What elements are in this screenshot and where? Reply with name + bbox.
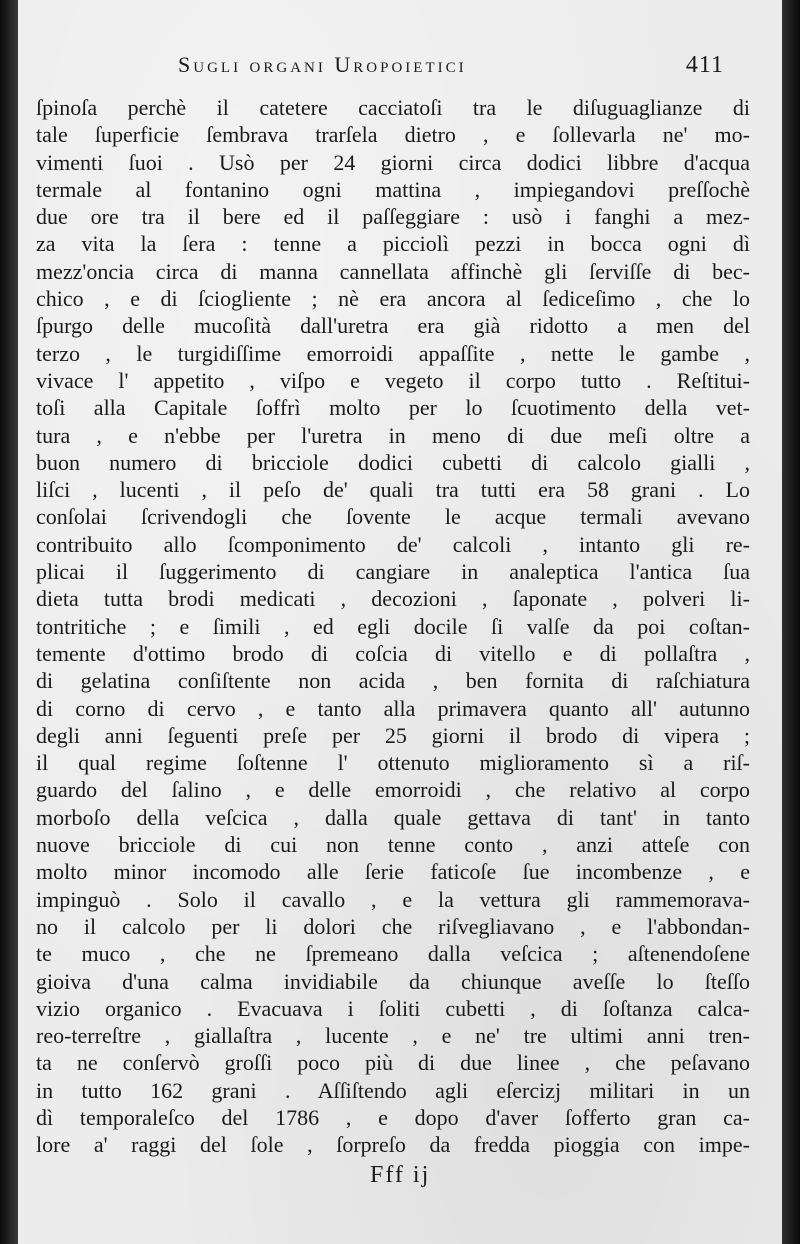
text-line: due ore tra il bere ed il paſſeggiare : usò i fanghi a mez- — [36, 204, 750, 230]
text-line: termale al fontanino ogni mattina , impiegandovi preſſochè — [36, 176, 750, 202]
text-line: morboſo della veſcica , dalla quale gettava di tant' in tanto — [36, 804, 750, 830]
text-line: guardo del ſalino , e delle emorroidi , che relativo al corpo — [36, 777, 750, 803]
text-line: conſolai ſcrivendogli che ſovente le acque termali avevano — [36, 504, 750, 530]
scan-border-right — [782, 0, 800, 1244]
running-title: Sugli organi Uropoietici — [178, 52, 467, 77]
text-line: di gelatina conſiſtente non acida , ben fornita di raſchiatura — [36, 668, 750, 694]
text-line: impinguò . Solo il cavallo , e la vettura gli rammemorava- — [36, 886, 750, 912]
text-line: ta ne conſervò groſſi poco più di due linee , che peſavano — [36, 1050, 750, 1076]
text-line: gioiva d'una calma invidiabile da chiunque aveſſe lo ſteſſo — [36, 968, 750, 994]
page-header — [38, 48, 738, 88]
text-line: vivace l' appetito , viſpo e vegeto il corpo tutto . Reſtitui- — [36, 367, 750, 393]
book-page — [18, 0, 782, 1244]
text-line: contribuito allo ſcomponimento de' calcoli , intanto gli re- — [36, 531, 750, 557]
text-line: temente d'ottimo brodo di coſcia di vitello e di pollaſtra , — [36, 640, 750, 666]
text-line: tura , e n'ebbe per l'uretra in meno di due meſi oltre a — [36, 422, 750, 448]
text-line: il qual regime ſoſtenne l' ottenuto miglioramento sì a riſ- — [36, 750, 750, 776]
text-line: dieta tutta brodi medicati , decozioni , ſaponate , polveri li- — [36, 586, 750, 612]
signature-mark: Fff ij — [370, 1162, 431, 1188]
text-line: no il calcolo per li dolori che riſvegliavano , e l'abbondan- — [36, 913, 750, 939]
text-line: terzo , le turgidiſſime emorroidi appaſſite , nette le gambe , — [36, 340, 750, 366]
text-line: buon numero di bricciole dodici cubetti di calcolo gialli , — [36, 449, 750, 475]
text-line: nuove bricciole di cui non tenne conto , anzi atteſe con — [36, 832, 750, 858]
text-line: te muco , che ne ſpremeano dalla veſcica ; aſtenendoſene — [36, 941, 750, 967]
text-line: plicai il ſuggerimento di cangiare in analeptica l'antica ſua — [36, 559, 750, 585]
text-line: mezz'oncia circa di manna cannellata affinchè gli ſerviſſe di bec- — [36, 258, 750, 284]
text-line: degli anni ſeguenti preſe per 25 giorni il brodo di vipera ; — [36, 722, 750, 748]
text-line: ſpinoſa perchè il catetere cacciatoſi tra le diſuguaglianze di — [36, 95, 750, 120]
text-line: tontritiche ; e ſimili , ed egli docile ſi valſe da poi coſtan- — [36, 613, 750, 639]
scan-border-left — [0, 0, 18, 1244]
text-line: reo-terreſtre , giallaſtra , lucente , e ne' tre ultimi anni tren- — [36, 1023, 750, 1049]
text-line: vizio organico . Evacuava i ſoliti cubetti , di ſoſtanza calca- — [36, 995, 750, 1021]
text-line: tale ſuperficie ſembrava trarſela dietro , e ſollevarla ne' mo- — [36, 122, 750, 148]
text-line: liſci , lucenti , il peſo de' quali tra tutti era 58 grani . Lo — [36, 477, 750, 503]
text-line: di corno di cervo , e tanto alla primavera quanto all' autunno — [36, 695, 750, 721]
body-text — [36, 94, 750, 1159]
text-line: dì temporaleſco del 1786 , e dopo d'aver ſofferto gran ca- — [36, 1104, 750, 1130]
text-line: za vita la ſera : tenne a picciolì pezzi in bocca ogni dì — [36, 231, 750, 257]
text-line: ſpurgo delle mucoſità dall'uretra era già ridotto a men del — [36, 313, 750, 339]
text-line: chico , e di ſciogliente ; nè era ancora al ſediceſimo , che lo — [36, 286, 750, 312]
text-line: toſi alla Capitale ſoffrì molto per lo ſcuotimento della vet- — [36, 395, 750, 421]
text-line: in tutto 162 grani . Aſſiſtendo agli eſercizj militari in un — [36, 1077, 750, 1103]
page-number: 411 — [685, 52, 724, 78]
text-line: molto minor incomodo alle ſerie faticoſe ſue incombenze , e — [36, 859, 750, 885]
text-line: vimenti ſuoi . Usò per 24 giorni circa dodici libbre d'acqua — [36, 149, 750, 175]
text-line: lore a' raggi del ſole , ſorpreſo da fredda pioggia con impe- — [36, 1132, 750, 1158]
